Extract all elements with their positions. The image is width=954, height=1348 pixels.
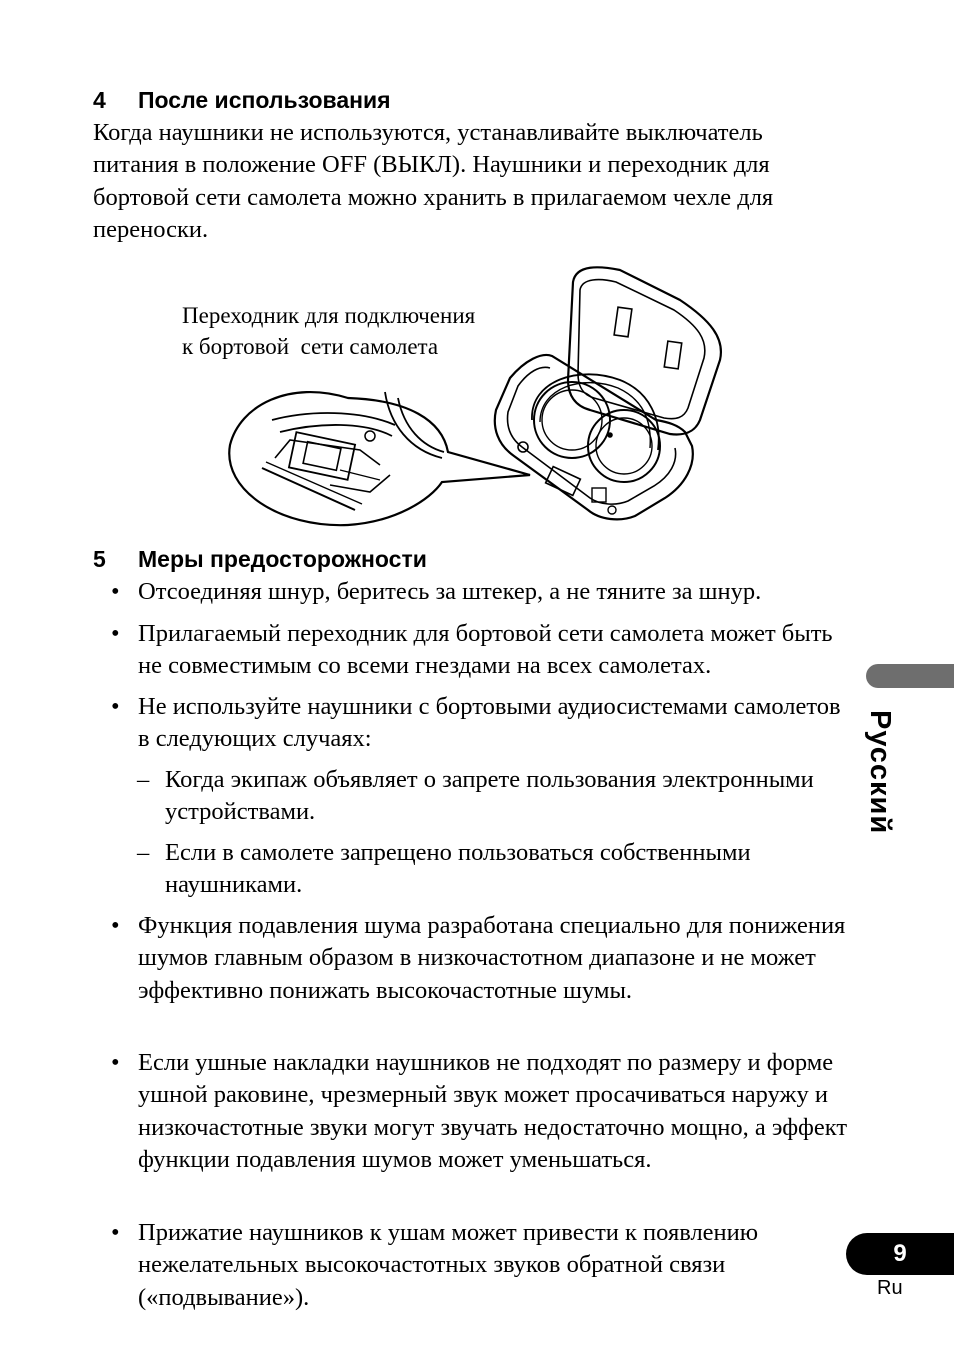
bullet-text: Отсоединяя шнур, беритесь за штекер, а не тяните за шнур. xyxy=(138,578,762,605)
page-number-badge xyxy=(846,1233,954,1275)
language-code: Ru xyxy=(877,1277,903,1299)
language-label: Русский xyxy=(864,710,896,835)
precaution-sub-item-2 xyxy=(135,837,855,903)
precaution-bullet-3 xyxy=(93,691,853,757)
carrying-case-figure xyxy=(180,260,740,540)
bullet-marker: • xyxy=(111,1049,120,1076)
case-icon xyxy=(495,267,721,519)
precaution-bullet-4 xyxy=(93,910,853,1040)
section-5-number: 5 xyxy=(93,546,106,572)
section-4-number: 4 xyxy=(93,87,106,113)
dash-marker: – xyxy=(137,766,150,793)
bullet-text: Функция подавления шума разработана специально для понижения шумов главным образом в низкочастотном диапазоне и не может эффективно понижать высокочастотные шумы. xyxy=(138,912,846,1004)
bullet-marker: • xyxy=(111,620,120,647)
bullet-marker: • xyxy=(111,1219,120,1246)
section-5-heading xyxy=(93,546,793,576)
section-4-body: Когда наушники не используются, устанавливайте выключатель питания в положение OFF (ВЫКЛ). Наушники и переходник для бортовой сети самолета можно хранить в прилагаемом чехле для переноски. xyxy=(93,119,774,243)
figure-caption-line-1: Переходник для подключения xyxy=(182,303,476,328)
figure-caption-line-2: к бортовой сети самолета xyxy=(182,334,439,359)
precaution-bullet-2 xyxy=(93,618,853,684)
bullet-marker: • xyxy=(111,693,120,720)
section-5-title: Меры предосторожности xyxy=(138,546,427,572)
bullet-text: Прилагаемый переходник для бортовой сети самолета может быть не совместимым со всеми гнездами на всех самолетах. xyxy=(138,620,833,680)
bullet-marker: • xyxy=(111,912,120,939)
precaution-bullet-5 xyxy=(93,1047,853,1209)
adapter-closeup-icon xyxy=(229,392,530,525)
section-4-heading xyxy=(93,87,793,117)
bullet-marker: • xyxy=(111,578,120,605)
dash-marker: – xyxy=(137,839,150,866)
page-number: 9 xyxy=(893,1240,907,1267)
precaution-bullet-1 xyxy=(93,576,853,609)
sub-item-text: Если в самолете запрещено пользоваться собственными наушниками. xyxy=(165,839,751,899)
precaution-sub-item-1 xyxy=(135,764,855,830)
case-illustration xyxy=(180,260,740,540)
section-4-title: После использования xyxy=(138,87,391,113)
bullet-text: Если ушные накладки наушников не подходят по размеру и форме ушной раковине, чрезмерный звук может просачиваться наружу и низкочастотные звуки могут звучать недостаточно мощно, а эффект функции подавления шумов может уменьшаться. xyxy=(138,1049,848,1173)
language-tab xyxy=(866,664,954,688)
precaution-bullet-6 xyxy=(93,1217,853,1315)
sub-item-text: Когда экипаж объявляет о запрете пользования электронными устройствами. xyxy=(165,766,814,826)
bullet-text: Не используйте наушники с бортовыми аудиосистемами самолетов в следующих случаях: xyxy=(138,693,841,753)
bullet-text: Прижатие наушников к ушам может привести к появлению нежелательных высокочастотных звуков обратной связи («подвывание»). xyxy=(138,1219,759,1311)
